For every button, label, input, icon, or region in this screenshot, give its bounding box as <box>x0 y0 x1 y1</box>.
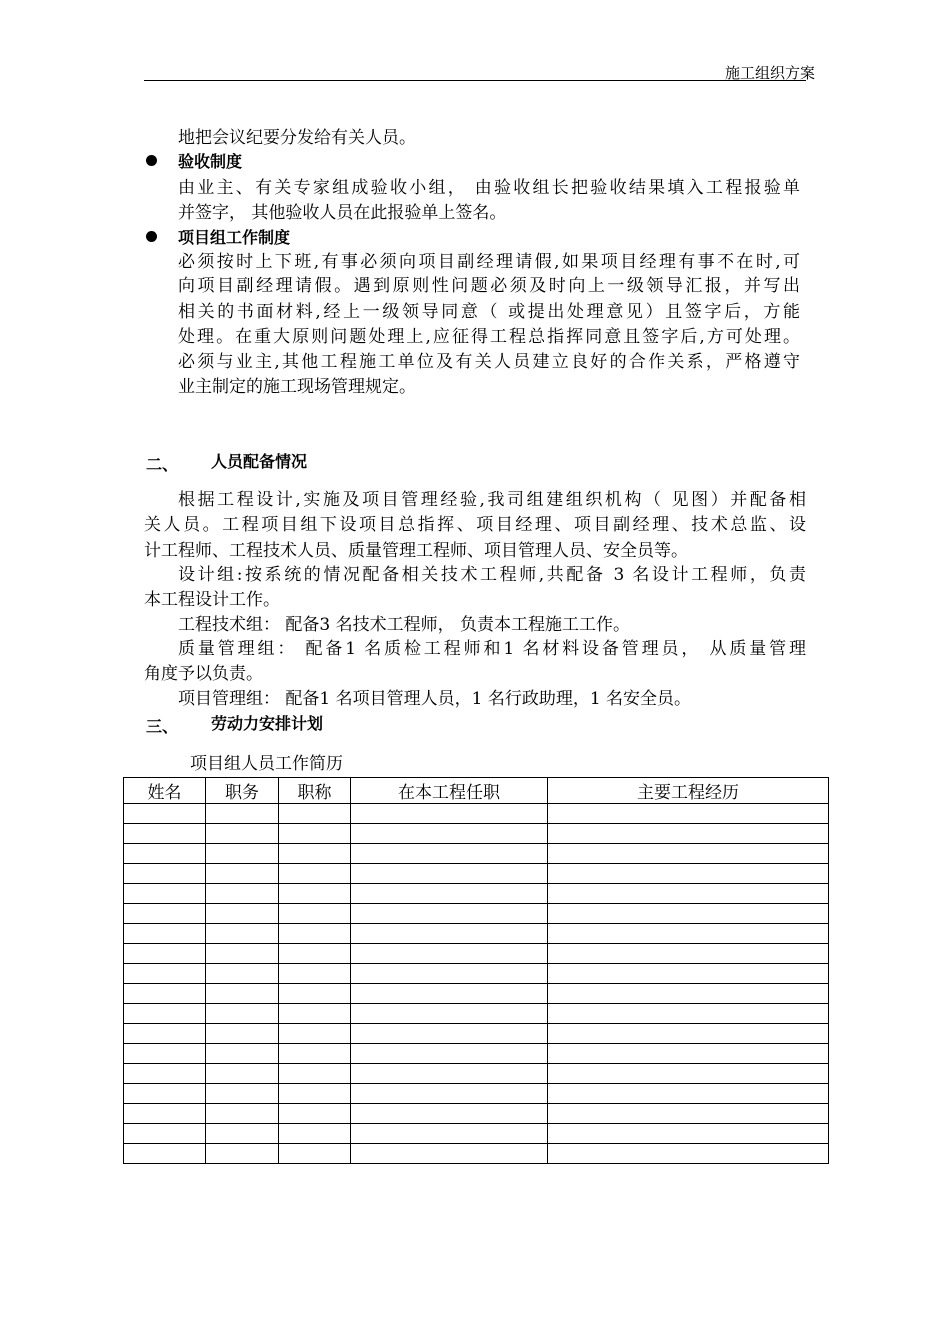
table-cell <box>279 964 351 984</box>
table-cell <box>351 1004 548 1024</box>
table-cell <box>351 804 548 824</box>
table-cell <box>548 1144 829 1164</box>
table-row <box>124 864 829 884</box>
table-cell <box>206 944 279 964</box>
table-cell <box>351 1064 548 1084</box>
table-cell <box>548 964 829 984</box>
table-cell <box>548 1084 829 1104</box>
table-cell <box>206 1104 279 1124</box>
table-header-row <box>124 778 829 804</box>
table-cell <box>548 984 829 1004</box>
table-row <box>124 884 829 904</box>
design-group-line: 设计组:按系统的情况配备相关技术工程师,共配备 3 名设计工程师，负责 <box>178 565 806 585</box>
table-cell <box>279 864 351 884</box>
table-cell <box>206 904 279 924</box>
design-group-line: 本工程设计工作。 <box>144 590 280 610</box>
table-cell <box>206 804 279 824</box>
table-cell <box>548 1104 829 1124</box>
table-cell <box>548 904 829 924</box>
table-row <box>124 824 829 844</box>
table-row <box>124 984 829 1004</box>
table-cell <box>548 804 829 824</box>
section3-number: 三、 <box>146 717 179 736</box>
section2-title: 人员配备情况 <box>211 452 308 471</box>
table-cell <box>351 1124 548 1144</box>
table-cell <box>206 1004 279 1024</box>
table-cell <box>279 1024 351 1044</box>
table-row <box>124 904 829 924</box>
table-cell <box>548 944 829 964</box>
table-cell <box>351 844 548 864</box>
table-body <box>124 804 829 1164</box>
table-cell <box>279 1144 351 1164</box>
acceptance-line: 由业主、有关专家组成验收小组， 由验收组长把验收结果填入工程报验单 <box>178 178 800 198</box>
table-cell <box>351 984 548 1004</box>
team-rules-line: 相关的书面材料,经上一级领导同意（ 或提出处理意见）且签字后，方能 <box>178 302 800 322</box>
table-row <box>124 1144 829 1164</box>
header-rule <box>144 80 806 81</box>
table-cell <box>548 824 829 844</box>
table-cell <box>351 864 548 884</box>
team-rules-line: 必须按时上下班,有事必须向项目副经理请假,如果项目经理有事不在时,可 <box>178 252 800 272</box>
table-cell <box>351 1144 548 1164</box>
table-row <box>124 924 829 944</box>
quality-group-line: 角度予以负责。 <box>144 664 263 684</box>
table-cell <box>124 1084 206 1104</box>
col-header-name: 姓名 <box>124 778 206 804</box>
table-cell <box>548 1024 829 1044</box>
table-cell <box>548 844 829 864</box>
acceptance-heading: 验收制度 <box>178 152 243 171</box>
table-cell <box>124 1024 206 1044</box>
table-row <box>124 1024 829 1044</box>
table-cell <box>206 844 279 864</box>
table-row <box>124 964 829 984</box>
table-cell <box>279 1004 351 1024</box>
quality-group-line: 质量管理组： 配备1 名质检工程师和1 名材料设备管理员， 从质量管理 <box>178 639 806 659</box>
table-row <box>124 844 829 864</box>
table-cell <box>124 1144 206 1164</box>
table-cell <box>279 1104 351 1124</box>
tech-group-line: 工程技术组： 配备3 名技术工程师， 负责本工程施工工作。 <box>178 615 631 635</box>
table-cell <box>279 1064 351 1084</box>
table-cell <box>548 864 829 884</box>
table-row <box>124 1064 829 1084</box>
table-cell <box>206 1144 279 1164</box>
table-row <box>124 1084 829 1104</box>
team-rules-line: 处理。在重大原则问题处理上,应征得工程总指挥同意且签字后,方可处理。 <box>178 327 800 347</box>
table-cell <box>548 1124 829 1144</box>
table-cell <box>351 884 548 904</box>
col-header-title: 职称 <box>279 778 351 804</box>
table-cell <box>124 864 206 884</box>
table-cell <box>206 864 279 884</box>
team-rules-line: 业主制定的施工现场管理规定。 <box>178 377 416 397</box>
table-cell <box>206 884 279 904</box>
table-cell <box>124 1064 206 1084</box>
table-cell <box>124 804 206 824</box>
table-cell <box>351 944 548 964</box>
table-cell <box>279 844 351 864</box>
section2-paragraph-line: 计工程师、工程技术人员、质量管理工程师、项目管理人员、安全员等。 <box>144 541 688 561</box>
table-cell <box>279 1124 351 1144</box>
table-cell <box>279 944 351 964</box>
table-caption: 项目组人员工作简历 <box>190 754 343 774</box>
table-cell <box>279 824 351 844</box>
intro-line: 地把会议纪要分发给有关人员。 <box>178 128 416 148</box>
table-cell <box>206 1024 279 1044</box>
table-cell <box>548 1044 829 1064</box>
header-title: 施工组织方案 <box>724 64 815 82</box>
table-row <box>124 1124 829 1144</box>
table-cell <box>548 924 829 944</box>
table-cell <box>351 1104 548 1124</box>
table-cell <box>124 944 206 964</box>
table-cell <box>351 1024 548 1044</box>
table-cell <box>124 824 206 844</box>
table-cell <box>279 1044 351 1064</box>
table-cell <box>124 1044 206 1064</box>
staff-resume-table <box>123 777 829 1164</box>
pm-group-line: 项目管理组： 配备1 名项目管理人员，1 名行政助理，1 名安全员。 <box>178 689 692 709</box>
team-rules-line: 必须与业主,其他工程施工单位及有关人员建立良好的合作关系，严格遵守 <box>178 352 800 372</box>
table-cell <box>206 1064 279 1084</box>
table-cell <box>206 1044 279 1064</box>
col-header-experience: 主要工程经历 <box>548 778 829 804</box>
table-cell <box>206 1124 279 1144</box>
table-cell <box>548 884 829 904</box>
table-cell <box>124 904 206 924</box>
table-cell <box>279 884 351 904</box>
table-cell <box>279 904 351 924</box>
table-cell <box>206 924 279 944</box>
table-cell <box>279 924 351 944</box>
table-row <box>124 1004 829 1024</box>
table-cell <box>279 1084 351 1104</box>
table-cell <box>124 1124 206 1144</box>
table-cell <box>124 844 206 864</box>
section2-number: 二、 <box>146 455 179 474</box>
acceptance-line: 并签字， 其他验收人员在此报验单上签名。 <box>178 203 507 223</box>
table-cell <box>351 1084 548 1104</box>
table-cell <box>279 984 351 1004</box>
table-cell <box>351 924 548 944</box>
col-header-position: 职务 <box>206 778 279 804</box>
table-cell <box>124 1004 206 1024</box>
table-cell <box>279 804 351 824</box>
table-cell <box>351 824 548 844</box>
table-cell <box>351 964 548 984</box>
table-cell <box>206 1084 279 1104</box>
table-cell <box>351 904 548 924</box>
table-row <box>124 944 829 964</box>
table-row <box>124 1044 829 1064</box>
section2-paragraph-line: 根据工程设计,实施及项目管理经验,我司组建组织机构（ 见图）并配备相 <box>178 490 806 510</box>
table-cell <box>124 964 206 984</box>
table-cell <box>124 884 206 904</box>
table-cell <box>124 984 206 1004</box>
bullet-icon <box>146 231 157 242</box>
bullet-icon <box>146 155 157 166</box>
table-cell <box>206 824 279 844</box>
col-header-role: 在本工程任职 <box>351 778 548 804</box>
table-cell <box>124 924 206 944</box>
table-cell <box>206 964 279 984</box>
team-rules-line: 向项目副经理请假。遇到原则性问题必须及时向上一级领导汇报，并写出 <box>178 276 800 296</box>
table-cell <box>124 1104 206 1124</box>
section2-paragraph-line: 关人员。工程项目组下设项目总指挥、项目经理、项目副经理、技术总监、设 <box>144 515 806 535</box>
team-rules-heading: 项目组工作制度 <box>178 228 291 247</box>
section3-title: 劳动力安排计划 <box>211 714 324 733</box>
table-cell <box>206 984 279 1004</box>
table-row <box>124 1104 829 1124</box>
table-row <box>124 804 829 824</box>
table-cell <box>351 1044 548 1064</box>
table-cell <box>548 1064 829 1084</box>
table-cell <box>548 1004 829 1024</box>
